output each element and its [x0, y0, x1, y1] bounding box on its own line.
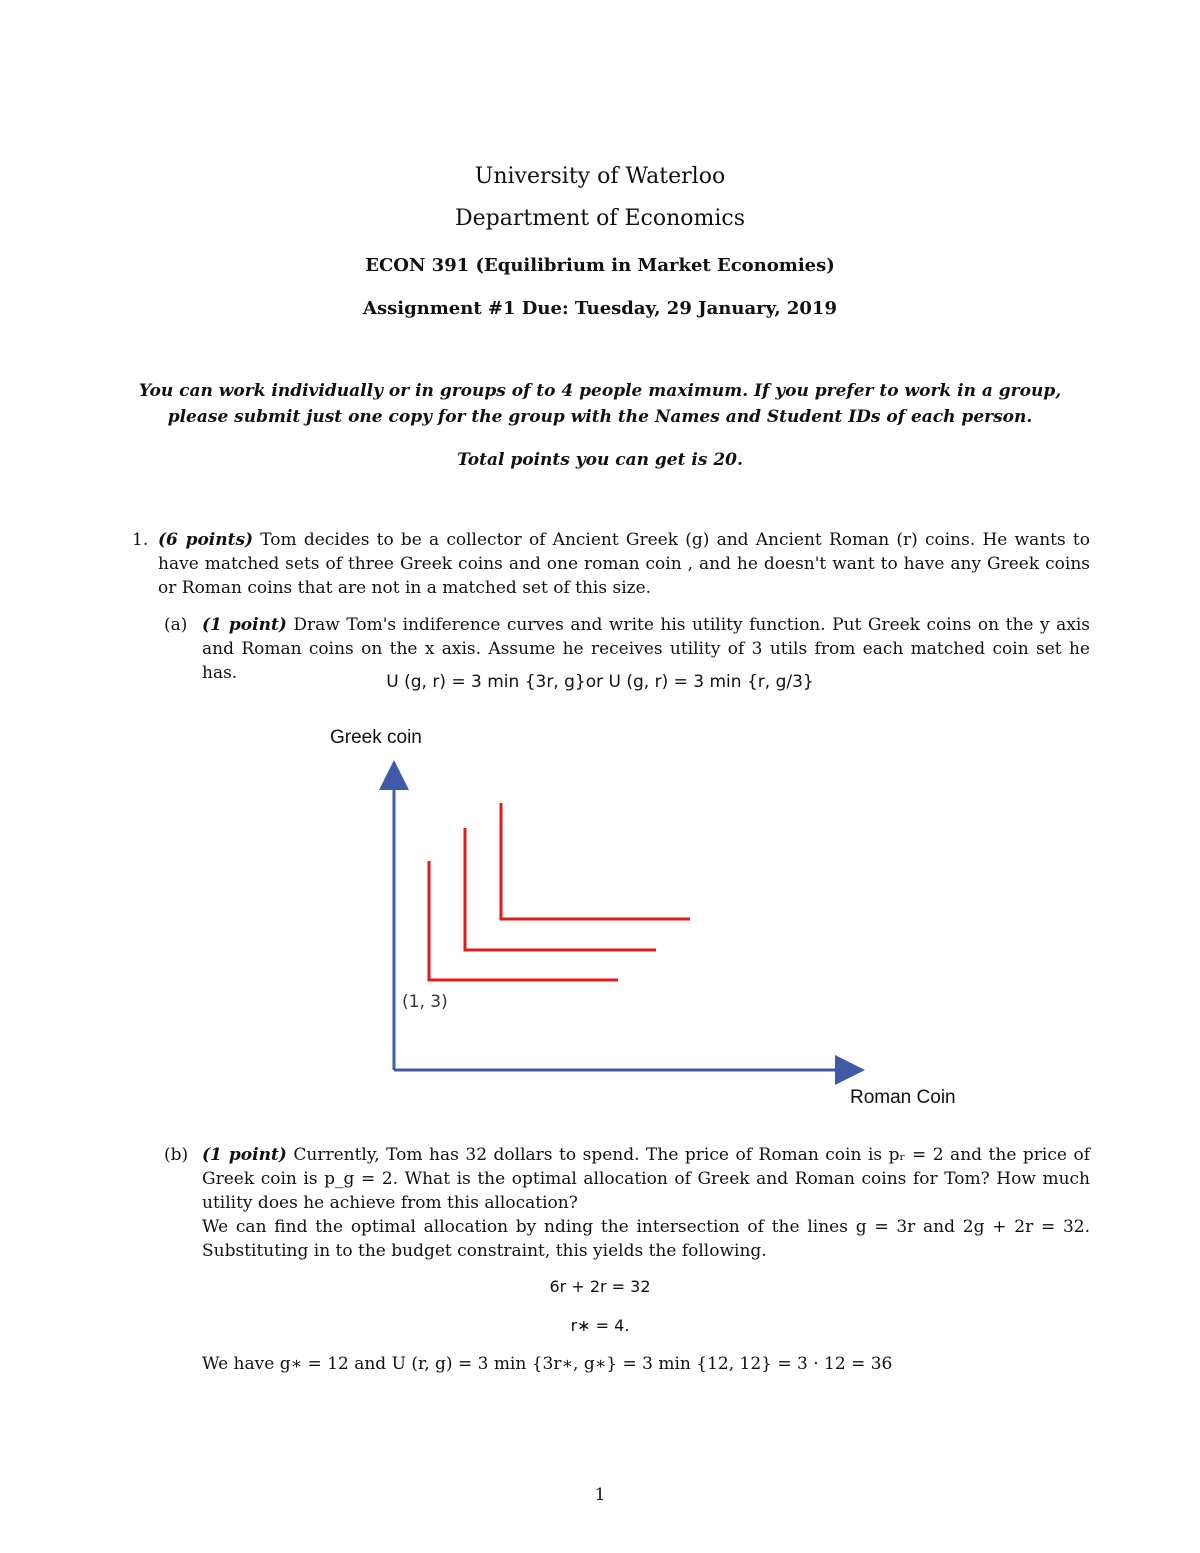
equation-2: r∗ = 4. — [570, 1316, 630, 1335]
department-title: Department of Economics — [454, 206, 746, 231]
question-1-number: 1. — [132, 530, 149, 550]
page-number: 1 — [594, 1485, 606, 1505]
indifference-curve-figure — [300, 715, 1000, 1115]
y-axis-label: Greek coin — [330, 727, 422, 748]
question-1-text: Tom decides to be a collector of Ancient Greek (g) and Ancient Roman (r) coins. He wants to have matched sets of three Greek coins and one roman coin , and he doesn't want to have any Greek coins or Roman coins that are not in a matched set of this size. — [158, 530, 1090, 598]
question-1b-text: Currently, Tom has 32 dollars to spend. The price of Roman coin is pᵣ = 2 and the price of Greek coin is p_g = 2. What is the optimal allocation of Greek and Roman coins for Tom? How much utility does he achieve from this allocation? — [202, 1145, 1090, 1213]
x-axis-label: Roman Coin — [850, 1087, 956, 1108]
indifference-curve-3 — [501, 803, 690, 919]
group-notice-line1: You can work individually or in groups of to 4 people maximum. If you prefer to work in a group, — [138, 381, 1062, 401]
question-1b-label: (b) — [164, 1145, 189, 1165]
total-points-notice: Total points you can get is 20. — [457, 450, 743, 470]
kink-point-label: (1, 3) — [402, 992, 448, 1012]
university-title: University of Waterloo — [474, 164, 726, 189]
group-notice-line2: please submit just one copy for the group with the Names and Student IDs of each person. — [167, 407, 1033, 427]
assignment-title: Assignment #1 Due: Tuesday, 29 January, 2019 — [363, 298, 837, 319]
question-1b-points: (1 point) — [202, 1145, 287, 1165]
question-1 — [132, 528, 1090, 600]
utility-equation: U (g, r) = 3 min {3r, g}or U (g, r) = 3 min {r, g/3} — [386, 672, 814, 692]
final-result: We have g∗ = 12 and U (r, g) = 3 min {3r∗, g∗} = 3 min {12, 12} = 3 · 12 = 36 — [202, 1354, 893, 1374]
question-1-points: (6 points) — [158, 530, 254, 550]
question-1a-text: Draw Tom's indiference curves and write his utility function. Put Greek coins on the y axis and Roman coins on the x axis. Assume he receives utility of 3 utils from each matched coin set he has. — [202, 615, 1090, 683]
question-1b — [164, 1143, 1090, 1263]
course-title: ECON 391 (Equilibrium in Market Economies) — [365, 255, 835, 276]
indifference-curve-2 — [465, 828, 656, 950]
question-1a-label: (a) — [164, 615, 188, 635]
question-1a-points: (1 point) — [202, 615, 287, 635]
question-1b-solution: We can find the optimal allocation by nding the intersection of the lines g = 3r and 2g + 2r = 32. Substituting in to the budget constraint, this yields the following. — [202, 1217, 1090, 1261]
equation-1: 6r + 2r = 32 — [549, 1277, 651, 1296]
group-notice — [100, 378, 1100, 430]
